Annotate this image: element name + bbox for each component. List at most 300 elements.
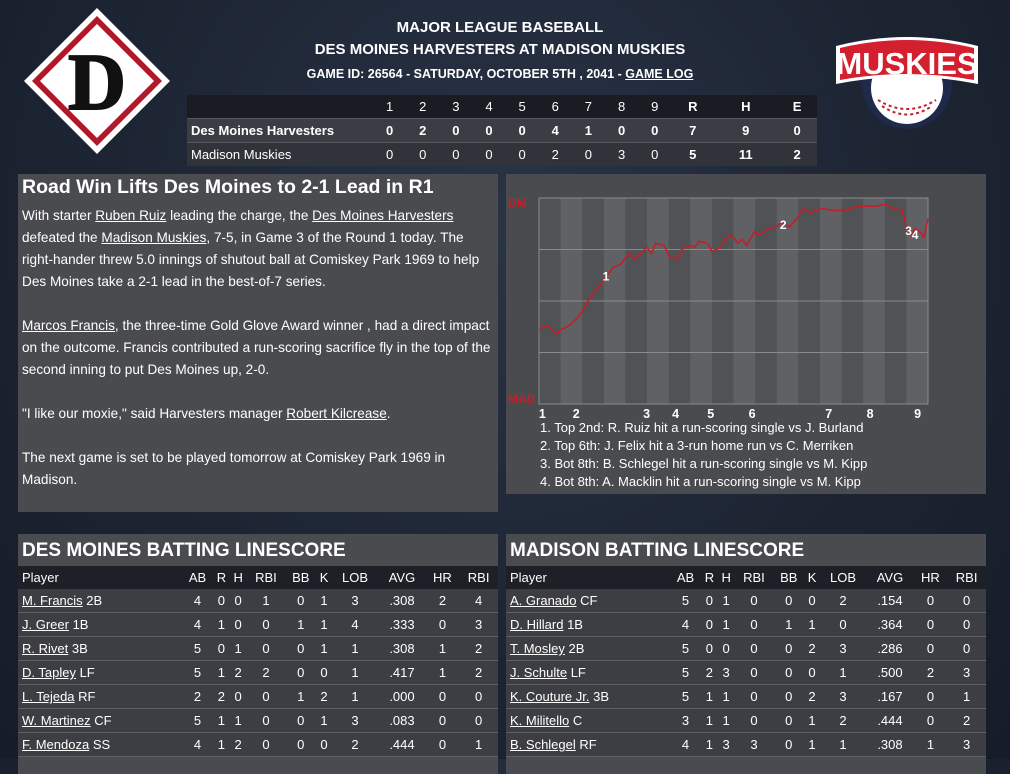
player-name-link[interactable]: B. Schlegel: [510, 737, 576, 752]
stat-cell: 4: [332, 613, 379, 637]
inning-score: 0: [572, 143, 605, 167]
stat-cell: 2: [230, 733, 247, 757]
inning-tick-label: 5: [707, 407, 715, 419]
inning-header: 8: [605, 95, 638, 119]
stat-cell: 1: [213, 613, 230, 637]
stat-cell: .364: [866, 613, 913, 637]
story-text: defeated the: [22, 230, 102, 245]
stat-cell: .417: [378, 661, 425, 685]
stat-cell: 0: [247, 637, 286, 661]
stat-cell: .308: [866, 733, 913, 757]
batter-row: [18, 613, 498, 637]
stat-cell: 0: [285, 661, 316, 685]
stat-cell: 0: [247, 685, 286, 709]
player-cell: [506, 589, 670, 613]
batter-row: [506, 685, 986, 709]
inning-header: 1: [373, 95, 406, 119]
column-header: HR: [914, 566, 948, 589]
player-position: RF: [74, 689, 96, 704]
stat-cell: 0: [947, 613, 986, 637]
inning-score: 2: [539, 143, 572, 167]
y-bottom-label: MAD: [508, 392, 536, 406]
inning-score: 4: [539, 119, 572, 143]
stat-cell: .308: [378, 589, 425, 613]
stat-cell: 1: [718, 709, 735, 733]
column-header: K: [316, 566, 332, 589]
batter-row: [18, 589, 498, 613]
stat-cell: 0: [285, 733, 316, 757]
stat-cell: 2: [820, 589, 867, 613]
stat-cell: 1: [947, 685, 986, 709]
stat-cell: 1: [247, 589, 286, 613]
player-cell: [506, 733, 670, 757]
stat-cell: 0: [735, 661, 774, 685]
column-header: Player: [18, 566, 182, 589]
player-position: 2B: [82, 593, 103, 608]
story-text: .: [386, 406, 391, 421]
stat-cell: 1: [230, 709, 247, 733]
stat-cell: 1: [701, 709, 718, 733]
stat-cell: 0: [914, 637, 948, 661]
inning-header: 6: [539, 95, 572, 119]
stat-cell: 0: [735, 613, 774, 637]
stat-cell: 1: [426, 661, 460, 685]
stat-cell: 0: [701, 613, 718, 637]
stat-cell: .083: [378, 709, 425, 733]
stat-cell: 0: [947, 637, 986, 661]
player-cell: [506, 613, 670, 637]
inning-header: 5: [506, 95, 539, 119]
story-text: , the three-time Gold Glove Award winner , had a direct impact on the outcome. Francis contributed a run-scoring sacrifice fly in the top of the second inning to put Des Moines up, 2-0.: [22, 318, 491, 377]
column-header: BB: [285, 566, 316, 589]
stat-cell: 3: [735, 733, 774, 757]
batting-header-row: [18, 566, 498, 589]
player-cell: [18, 709, 182, 733]
stat-cell: 4: [670, 733, 701, 757]
linescore-table: [187, 95, 817, 166]
stat-cell: 0: [914, 613, 948, 637]
inning-score: 0: [506, 119, 539, 143]
stat-cell: 2: [213, 685, 230, 709]
stat-cell: 0: [285, 637, 316, 661]
stat-cell: 5: [182, 709, 213, 733]
story-text: With starter: [22, 208, 96, 223]
inning-score: 0: [472, 143, 505, 167]
player-name-link[interactable]: J. Greer: [22, 617, 69, 632]
player-cell: [18, 589, 182, 613]
stat-cell: 1: [804, 709, 820, 733]
stat-cell: 1: [332, 637, 379, 661]
stat-cell: 0: [914, 685, 948, 709]
column-header: HR: [426, 566, 460, 589]
stat-cell: 4: [182, 613, 213, 637]
game-log-link[interactable]: GAME LOG: [625, 67, 694, 81]
matchup-title: DES MOINES HARVESTERS AT MADISON MUSKIES: [314, 41, 686, 58]
home-batting-panel: [506, 534, 986, 774]
column-header: H: [230, 566, 247, 589]
batter-row: [506, 733, 986, 757]
stat-cell: 1: [316, 613, 332, 637]
stat-cell: .286: [866, 637, 913, 661]
column-header: AB: [182, 566, 213, 589]
win-probability-chart: [506, 174, 986, 419]
batter-row: [506, 613, 986, 637]
stat-cell: .444: [866, 709, 913, 733]
team-name: Madison Muskies: [187, 143, 373, 167]
stat-cell: .444: [378, 733, 425, 757]
stat-cell: 2: [332, 733, 379, 757]
inning-tick-label: 3: [643, 407, 651, 419]
inning-header: 9: [638, 95, 671, 119]
team-name: Des Moines Harvesters: [187, 119, 373, 143]
linescore-row-home: [187, 143, 817, 167]
stat-cell: 0: [426, 709, 460, 733]
stat-cell: 2: [459, 661, 498, 685]
key-play: 3. Bot 8th: B. Schlegel hit a run-scoring single vs M. Kipp: [540, 456, 868, 471]
column-header: RBI: [459, 566, 498, 589]
player-cell: [18, 661, 182, 685]
stat-cell: 4: [182, 589, 213, 613]
stat-cell: 0: [773, 637, 804, 661]
player-name-link[interactable]: D. Hillard: [510, 617, 564, 632]
stat-cell: 0: [316, 733, 332, 757]
errors-header: E: [777, 95, 817, 119]
stat-cell: 0: [213, 637, 230, 661]
player-position: LF: [75, 665, 95, 680]
linescore-header: [187, 95, 817, 119]
logo-wordmark: MUSKIES: [836, 46, 978, 81]
player-position: 1B: [563, 617, 583, 632]
logo-letter: D: [68, 39, 126, 127]
stat-cell: 5: [670, 637, 701, 661]
story-text: , 7-5, in Game 3 of the Round 1 today. The right-hander threw 5.0 innings of shutout ball at Comiskey Park 1969 to help Des Moines take a 2-1 lead in the best-of-7 series.: [22, 230, 480, 289]
story-headline: Road Win Lifts Des Moines to 2-1 Lead in R1: [22, 176, 434, 198]
stat-cell: 1: [230, 637, 247, 661]
inning-score: 3: [605, 143, 638, 167]
inning-score: 0: [373, 143, 406, 167]
inning-score: 1: [572, 119, 605, 143]
stat-cell: 1: [285, 613, 316, 637]
column-header: H: [718, 566, 735, 589]
manager-link-kilcrease[interactable]: Robert Kilcrease: [286, 406, 387, 421]
stat-cell: 0: [735, 589, 774, 613]
stat-cell: 1: [718, 589, 735, 613]
stat-cell: 0: [285, 709, 316, 733]
inning-header: 4: [472, 95, 505, 119]
stat-cell: 0: [735, 637, 774, 661]
madison-muskies-logo: [832, 26, 982, 132]
stat-cell: 3: [670, 709, 701, 733]
hits-total: 9: [714, 119, 777, 143]
game-story-panel: [18, 174, 498, 512]
stat-cell: 0: [804, 661, 820, 685]
key-play: 4. Bot 8th: A. Macklin hit a run-scoring single vs M. Kipp: [540, 474, 861, 489]
inning-score: 0: [638, 143, 671, 167]
stat-cell: 0: [459, 709, 498, 733]
inning-score: 0: [506, 143, 539, 167]
player-position: CF: [576, 593, 598, 608]
stat-cell: 0: [914, 709, 948, 733]
stat-cell: 4: [670, 613, 701, 637]
away-batting-panel: [18, 534, 498, 774]
stat-cell: 0: [735, 709, 774, 733]
stat-cell: 3: [332, 709, 379, 733]
stat-cell: 1: [213, 733, 230, 757]
player-cell: [506, 637, 670, 661]
player-name-link[interactable]: W. Martinez: [22, 713, 91, 728]
team-column-header: [187, 95, 373, 119]
stat-cell: 1: [914, 733, 948, 757]
story-body: [22, 205, 496, 513]
stat-cell: .500: [866, 661, 913, 685]
stat-cell: 1: [459, 733, 498, 757]
team-link-des-moines[interactable]: Des Moines Harvesters: [312, 208, 454, 223]
stat-cell: 1: [701, 733, 718, 757]
player-name-link[interactable]: F. Mendoza: [22, 737, 90, 752]
story-paragraph: [22, 315, 496, 381]
inning-score: 0: [406, 143, 439, 167]
player-position: LF: [567, 665, 586, 680]
player-link-ruiz[interactable]: Ruben Ruiz: [95, 208, 167, 223]
inning-score: 0: [439, 119, 472, 143]
stat-cell: 3: [459, 613, 498, 637]
stat-cell: 1: [804, 613, 820, 637]
stat-cell: 3: [820, 685, 867, 709]
player-position: C: [569, 713, 583, 728]
story-paragraph: [22, 403, 496, 425]
inning-score: 0: [638, 119, 671, 143]
story-text: leading the charge, the: [166, 208, 313, 223]
away-batting-title: DES MOINES BATTING LINESCORE: [18, 534, 498, 566]
player-name-link[interactable]: K. Militello: [510, 713, 570, 728]
stat-cell: 1: [213, 709, 230, 733]
stat-cell: 2: [182, 685, 213, 709]
player-name-link[interactable]: R. Rivet: [22, 641, 69, 656]
stat-cell: 0: [701, 637, 718, 661]
player-name-link[interactable]: K. Couture Jr.: [510, 689, 590, 704]
stat-cell: 0: [285, 589, 316, 613]
stat-cell: 0: [213, 589, 230, 613]
play-marker: 1: [602, 269, 610, 284]
stat-cell: 2: [804, 685, 820, 709]
player-position: 1B: [68, 617, 89, 632]
stat-cell: .167: [866, 685, 913, 709]
story-paragraph: [22, 447, 496, 491]
play-marker: 3: [905, 223, 912, 238]
stat-cell: 0: [230, 613, 247, 637]
player-cell: [506, 685, 670, 709]
story-text: The next game is set to be played tomorrow at Comiskey Park 1969 in Madison.: [22, 450, 446, 487]
stat-cell: 1: [316, 637, 332, 661]
batter-row: [18, 661, 498, 685]
stat-cell: 0: [773, 589, 804, 613]
player-cell: [18, 613, 182, 637]
away-batting-table: [18, 566, 498, 757]
inning-tick-label: 8: [866, 407, 874, 419]
player-cell: [506, 709, 670, 733]
player-name-link[interactable]: L. Tejeda: [22, 689, 75, 704]
errors-total: 2: [777, 143, 817, 167]
batter-row: [506, 709, 986, 733]
batter-row: [506, 637, 986, 661]
story-text: "I like our moxie," said Harvesters manager: [22, 406, 287, 421]
hits-header: H: [714, 95, 777, 119]
stat-cell: 0: [804, 589, 820, 613]
story-paragraph: [22, 205, 496, 293]
stat-cell: 3: [718, 733, 735, 757]
player-name-link[interactable]: J. Schulte: [510, 665, 568, 680]
inning-score: 2: [406, 119, 439, 143]
inning-score: 0: [373, 119, 406, 143]
stat-cell: 1: [332, 685, 379, 709]
stat-cell: 2: [701, 661, 718, 685]
batter-row: [18, 733, 498, 757]
player-cell: [18, 733, 182, 757]
game-info-text: GAME ID: 26564 - SATURDAY, OCTOBER 5TH , 2041 -: [306, 67, 626, 81]
stat-cell: 1: [426, 637, 460, 661]
column-header: Player: [506, 566, 670, 589]
column-header: RBI: [735, 566, 774, 589]
stat-cell: 0: [773, 685, 804, 709]
stat-cell: 5: [670, 589, 701, 613]
stat-cell: 1: [718, 613, 735, 637]
stat-cell: 3: [332, 589, 379, 613]
stat-cell: 2: [804, 637, 820, 661]
stat-cell: .333: [378, 613, 425, 637]
player-cell: [18, 685, 182, 709]
batter-row: [506, 589, 986, 613]
stat-cell: 1: [285, 685, 316, 709]
stat-cell: 1: [316, 709, 332, 733]
stat-cell: 0: [230, 685, 247, 709]
stat-cell: 3: [718, 661, 735, 685]
player-name-link[interactable]: A. Granado: [510, 593, 577, 608]
player-cell: [506, 661, 670, 685]
column-header: K: [804, 566, 820, 589]
stat-cell: 1: [316, 589, 332, 613]
player-name-link[interactable]: T. Mosley: [510, 641, 565, 656]
stat-cell: 3: [947, 733, 986, 757]
home-batting-table: [506, 566, 986, 757]
stat-cell: 4: [459, 589, 498, 613]
stat-cell: 0: [247, 709, 286, 733]
inning-tick-label: 6: [748, 407, 756, 419]
inning-tick-label: 9: [914, 407, 922, 419]
batter-row: [18, 685, 498, 709]
win-probability-panel: [506, 174, 986, 494]
stat-cell: 1: [773, 613, 804, 637]
stat-cell: 0: [773, 733, 804, 757]
stat-cell: 5: [670, 661, 701, 685]
column-header: R: [213, 566, 230, 589]
stat-cell: 2: [459, 637, 498, 661]
stat-cell: .000: [378, 685, 425, 709]
y-top-label: DM: [508, 196, 527, 210]
stat-cell: 0: [947, 589, 986, 613]
inning-score: 0: [605, 119, 638, 143]
stat-cell: 3: [820, 637, 867, 661]
column-header: AB: [670, 566, 701, 589]
stat-cell: 0: [247, 733, 286, 757]
key-plays-list: [540, 419, 867, 491]
stat-cell: 2: [247, 661, 286, 685]
inning-score: 0: [472, 119, 505, 143]
player-position: 2B: [564, 641, 585, 656]
des-moines-logo: [22, 6, 172, 156]
runs-total: 7: [671, 119, 714, 143]
key-play: 1. Top 2nd: R. Ruiz hit a run-scoring single vs J. Burland: [540, 420, 864, 435]
stat-cell: 1: [718, 685, 735, 709]
column-header: RBI: [247, 566, 286, 589]
stat-cell: 0: [316, 661, 332, 685]
player-position: 3B: [589, 689, 609, 704]
column-header: R: [701, 566, 718, 589]
stat-cell: 1: [701, 685, 718, 709]
key-play: 2. Top 6th: J. Felix hit a 3-run home run vs C. Merriken: [540, 438, 854, 453]
stat-cell: 0: [735, 685, 774, 709]
stat-cell: 1: [820, 661, 867, 685]
stat-cell: 5: [182, 661, 213, 685]
column-header: LOB: [332, 566, 379, 589]
stat-cell: .154: [866, 589, 913, 613]
stat-cell: 0: [247, 613, 286, 637]
play-marker: 4: [911, 228, 919, 243]
runs-total: 5: [671, 143, 714, 167]
stat-cell: 0: [426, 613, 460, 637]
game-info: [250, 67, 750, 81]
inning-score: 0: [439, 143, 472, 167]
batter-row: [18, 709, 498, 733]
stat-cell: 0: [773, 709, 804, 733]
errors-total: 0: [777, 119, 817, 143]
player-name-link[interactable]: D. Tapley: [22, 665, 76, 680]
stat-cell: 2: [426, 589, 460, 613]
team-link-madison[interactable]: Madison Muskies: [101, 230, 207, 245]
column-header: RBI: [947, 566, 986, 589]
batting-header-row: [506, 566, 986, 589]
stat-cell: 2: [230, 661, 247, 685]
stat-cell: 5: [670, 685, 701, 709]
inning-tick-label: 2: [572, 407, 580, 419]
inning-tick-label: 4: [672, 407, 680, 419]
stat-cell: 4: [182, 733, 213, 757]
stat-cell: 2: [820, 709, 867, 733]
player-position: CF: [90, 713, 112, 728]
hits-total: 11: [714, 143, 777, 167]
player-cell: [18, 637, 182, 661]
player-position: RF: [575, 737, 597, 752]
stat-cell: 2: [947, 709, 986, 733]
stat-cell: 0: [718, 637, 735, 661]
stat-cell: 0: [701, 589, 718, 613]
inning-header: 3: [439, 95, 472, 119]
stat-cell: 1: [804, 733, 820, 757]
player-name-link[interactable]: M. Francis: [22, 593, 83, 608]
stat-cell: 2: [316, 685, 332, 709]
linescore-row-away: [187, 119, 817, 143]
stat-cell: 0: [820, 613, 867, 637]
stat-cell: 5: [182, 637, 213, 661]
player-position: SS: [89, 737, 111, 752]
inning-tick-label: 7: [825, 407, 833, 419]
player-link-francis[interactable]: Marcos Francis: [22, 318, 115, 333]
stat-cell: 0: [426, 733, 460, 757]
play-marker: 2: [779, 217, 787, 232]
stat-cell: 0: [230, 589, 247, 613]
stat-cell: 1: [820, 733, 867, 757]
stat-cell: 2: [914, 661, 948, 685]
league-title: MAJOR LEAGUE BASEBALL: [396, 19, 604, 36]
